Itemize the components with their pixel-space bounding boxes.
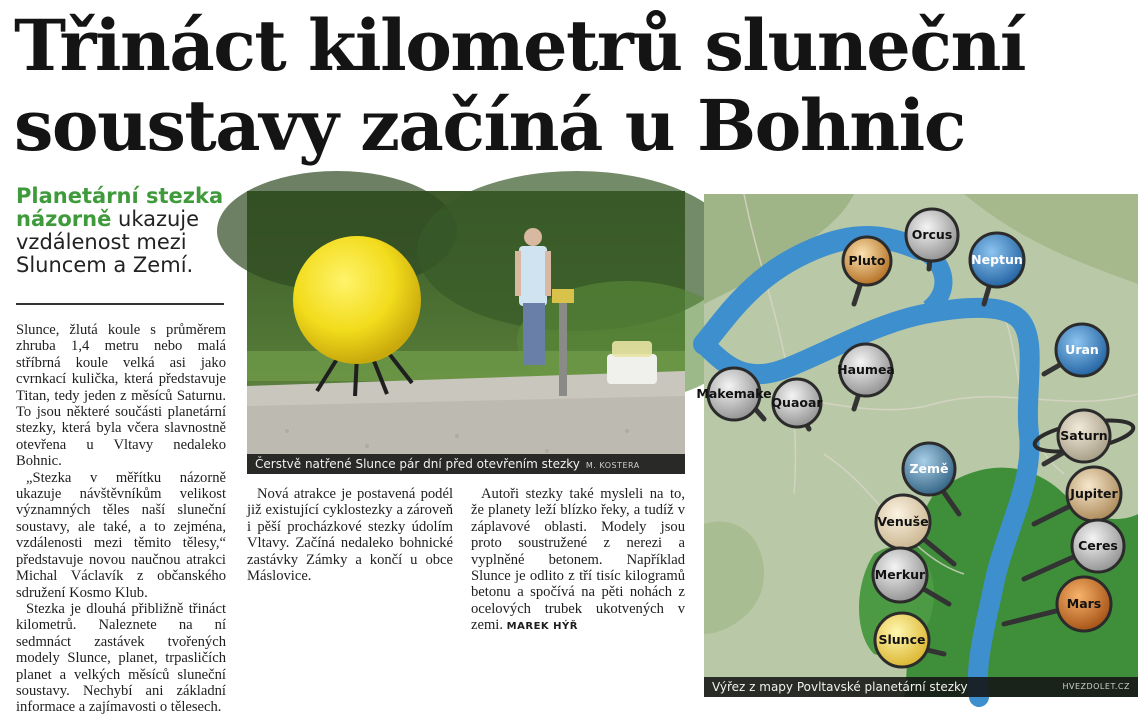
map-caption-text: Výřez z mapy Povltavské planetární stezky <box>712 680 968 694</box>
lead-highlight: Planetární stezka názorně <box>16 184 224 231</box>
article-column-1 <box>16 322 226 716</box>
lead-rest: ukazuje vzdálenost mezi Sluncem a Zemí. <box>16 207 200 277</box>
map-label-makemake: Makemake <box>696 386 772 401</box>
map-label-slunce: Slunce <box>878 632 926 647</box>
map-credit: HVEZDOLET.CZ <box>1062 682 1130 691</box>
map-label-venuse: Venuše <box>877 514 929 529</box>
map-illustration <box>696 194 1138 697</box>
sun-model-photo <box>247 191 685 474</box>
map-label-quaoar: Quaoar <box>771 395 823 410</box>
headline-line-1: Třináct kilometrů sluneční <box>14 4 1025 87</box>
map-label-neptun: Neptun <box>971 252 1023 267</box>
photo-caption-text: Čerstvě natřené Slunce pár dní před otevřením stezky <box>255 457 580 471</box>
trail-map <box>696 194 1138 697</box>
map-label-zeme: Země <box>909 461 949 476</box>
lead-paragraph <box>16 185 226 277</box>
map-label-haumea: Haumea <box>837 362 895 377</box>
map-label-ceres: Ceres <box>1078 538 1118 553</box>
map-label-uran: Uran <box>1065 342 1099 357</box>
article-paragraph-3: Stezka je dlouhá přibližně třináct kilometrů. Naleznete na ní sedmnáct zastávek tvořených modely Slunce, planet, trpasličích planet a velkých měsíců sluneční soustavy. Nechybí ani základní informace a zajímavosti o tělesech. <box>16 600 226 716</box>
map-label-orcus: Orcus <box>911 227 953 242</box>
photo-illustration <box>247 191 685 474</box>
article-column-2 <box>247 486 453 584</box>
map-label-pluto: Pluto <box>848 253 886 268</box>
lead-divider <box>16 303 224 305</box>
article-paragraph-5 <box>471 486 685 636</box>
map-label-merkur: Merkur <box>874 567 926 582</box>
photo-credit: M. KOSTERA <box>585 461 640 470</box>
headline <box>14 6 1124 166</box>
author-byline: MAREK HÝŘ <box>506 621 578 633</box>
article-paragraph-4: Nová atrakce je postavená podél již existující cyklostezky a zároveň i pěší procházkové stezky údolím Vltavy. Začíná nedaleko bohnické zastávky Zámky a končí u obce Máslovice. <box>247 486 453 585</box>
article-paragraph-2: „Stezka v měřítku názorně ukazuje návštěvníkům velikost významných těles naší sluneční soustavy, ale také, a to zejména, vzdálenosti mezi těmito tělesy,“ představuje novou naučnou atrakci Michal Václavík z občanského sdružení Kosmo Klub. <box>16 469 226 601</box>
photo-caption <box>247 454 685 474</box>
article-paragraph-1: Slunce, žlutá koule s průměrem zhruba 1,4 metru nebo malá stříbrná koule velká asi jako cvrnkací kulička, která představuje Titan, tedy jeden z měsíců Saturnu. To jsou některé součásti planetární stezky, která byla včera slavnostně otevřena u Vltavy nedaleko Bohnic. <box>16 322 226 470</box>
map-caption <box>704 677 1138 697</box>
map-label-mars: Mars <box>1066 596 1102 611</box>
article-paragraph-5-text: Autoři stezky také mysleli na to, že planety leží blízko řeky, a tudíž v záplavové oblasti. Modely jsou proto soustružené z nerezi a vyplněné betonem. Například Slunce je odlito z tří tisíc kilogramů betonu a spočívá na pěti nohách z ocelových trubek ukotvených v zemi. <box>471 486 685 634</box>
article-column-3 <box>471 486 685 636</box>
map-label-jupiter: Jupiter <box>1070 486 1118 501</box>
headline-line-2: soustavy začíná u Bohnic <box>14 84 965 167</box>
map-label-saturn: Saturn <box>1060 428 1108 443</box>
